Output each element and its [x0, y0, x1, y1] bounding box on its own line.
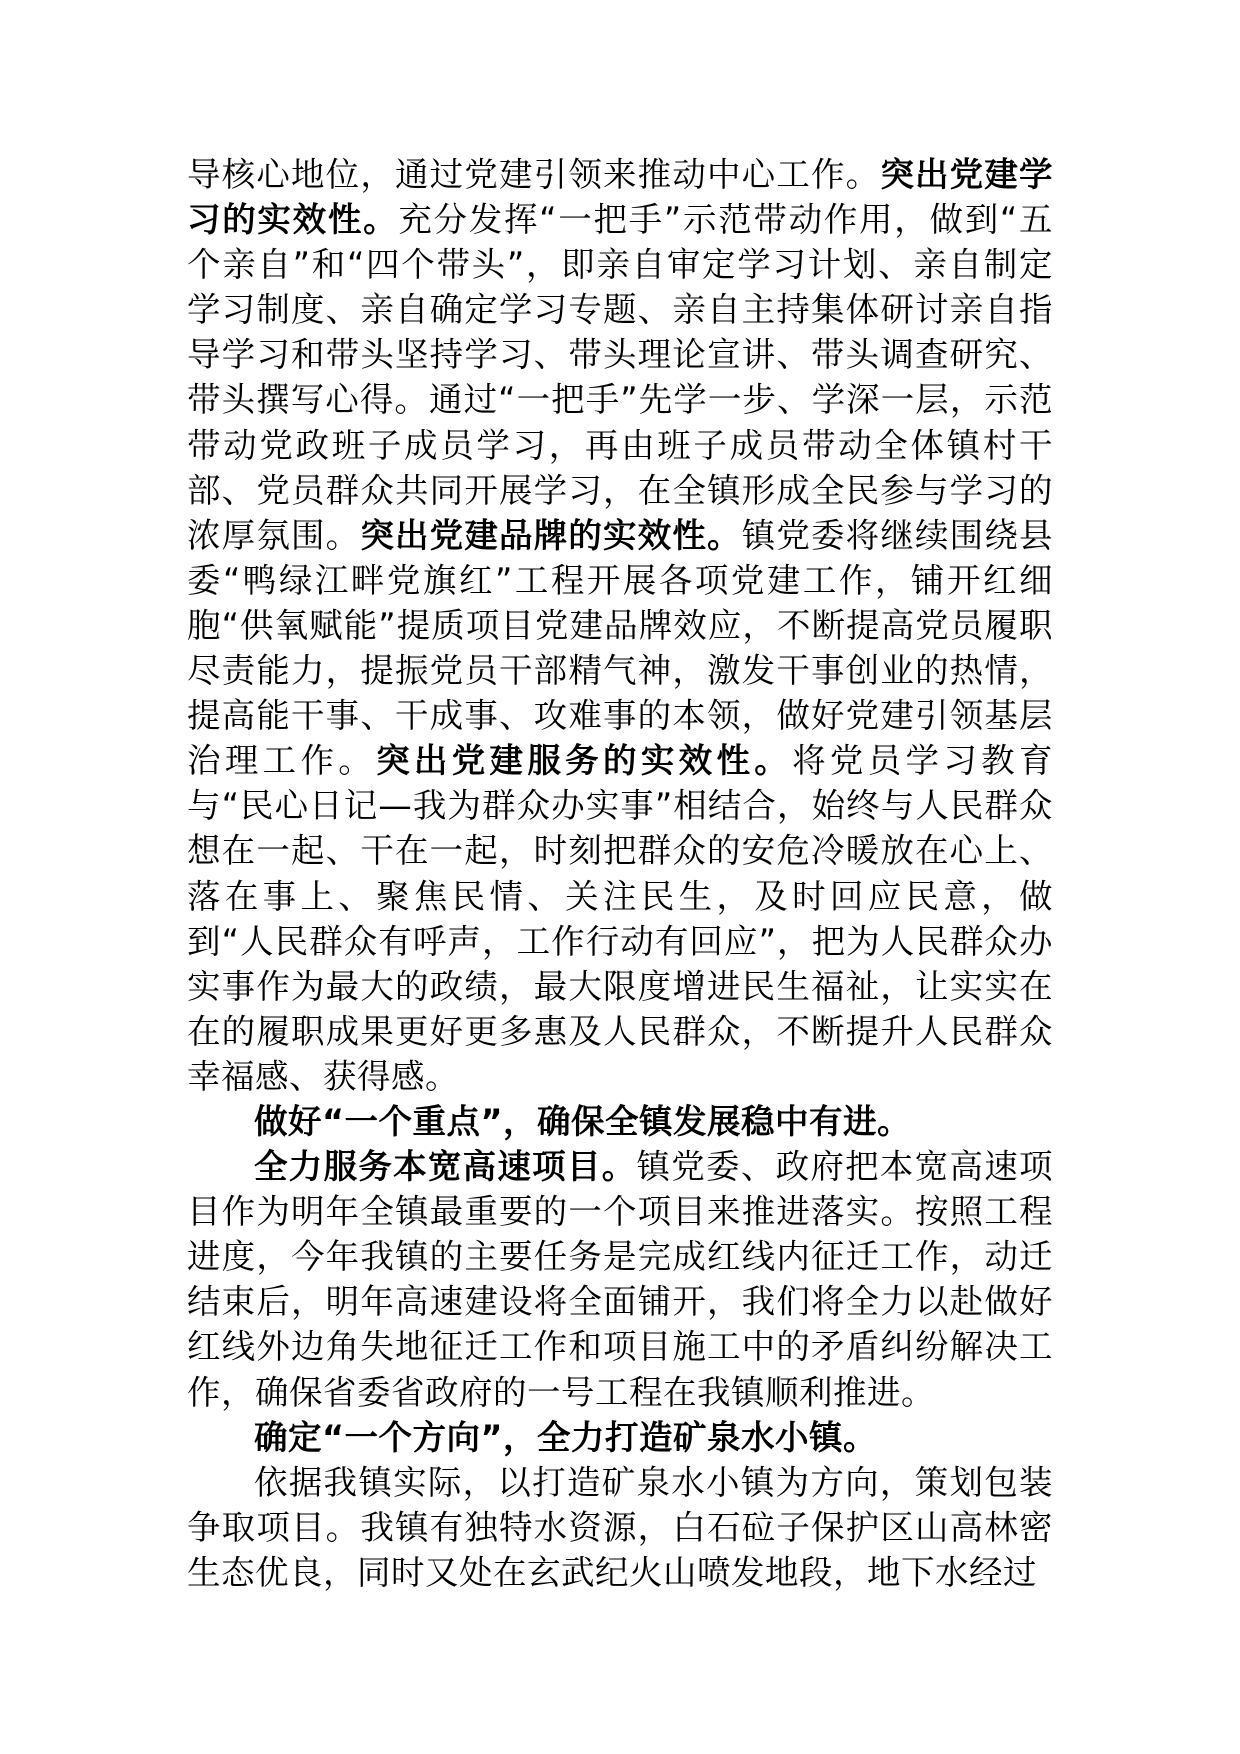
document-page [187, 152, 1053, 1595]
heading-run-highway-project: 全力服务本宽高速项目。 [254, 1147, 637, 1187]
paragraph-highway-project [187, 1144, 1053, 1415]
heading-run-brand-effectiveness: 突出党建品牌的实效性。 [360, 515, 742, 555]
section-heading-one-direction [187, 1415, 1053, 1460]
paragraph-mineral-water-town [187, 1460, 1053, 1595]
section-heading-one-focus [187, 1099, 1053, 1144]
text-run: 镇党委、政府把本宽高速项目作为明年全镇最重要的一个项目来推进落实。按照工程进度，今年我镇的主要任务是完成红线内征迁工作，动迁结束后，明年高速建设将全面铺开，我们将全力以赴做好红线外边角失地征迁工作和项目施工中的矛盾纠纷解决工作，确保省委省政府的一号工程在我镇顺利推进。 [187, 1147, 1053, 1412]
heading-run: 做好“一个重点”，确保全镇发展稳中有进。 [254, 1101, 912, 1141]
text-run: 依据我镇实际，以打造矿泉水小镇为方向，策划包装争取项目。我镇有独特水资源，白石砬子保护区山高林密生态优良，同时又处在玄武纪火山喷发地段，地下水经过 [187, 1462, 1053, 1592]
heading-run-service-effectiveness: 突出党建服务的实效性。 [376, 741, 793, 781]
text-run: 镇党委将继续围绕县委“鸭绿江畔党旗红”工程开展各项党建工作，铺开红细胞“供氧赋能”提质项目党建品牌效应，不断提高党员履职尽责能力，提振党员干部精气神，激发干事创业的热情，提高能干事、干成事、攻难事的本领，做好党建引领基层治理工作。 [187, 515, 1054, 781]
text-run: 导核心地位，通过党建引领来推动中心工作。 [187, 155, 881, 194]
heading-run-study-effectiveness: 突出党建学习的实效性。 [187, 155, 1054, 240]
paragraph-party-building-effectiveness [187, 152, 1053, 1099]
text-run: 将党员学习教育与“民心日记—我为群众办实事”相结合，始终与人民群众想在一起、干在一起，时刻把群众的安危冷暖放在心上、落在事上、聚焦民情、关注民生，及时回应民意，做到“人民群众有呼声，工作行动有回应”，把为人民群众办实事作为最大的政绩，最大限度增进民生福祉，让实实在在的履职成果更好更多惠及人民群众，不断提升人民群众幸福感、获得感。 [187, 741, 1054, 1096]
heading-run: 确定“一个方向”，全力打造矿泉水小镇。 [254, 1417, 878, 1457]
text-run: 充分发挥“一把手”示范带动作用，做到“五个亲自”和“四个带头”，即亲自审定学习计划、亲自制定学习制度、亲自确定学习专题、亲自主持集体研讨亲自指导学习和带头坚持学习、带头理论宣讲、带头调查研究、带头撰写心得。通过“一把手”先学一步、学深一层，示范带动党政班子成员学习，再由班子成员带动全体镇村干部、党员群众共同开展学习，在全镇形成全民参与学习的浓厚氛围。 [187, 200, 1053, 555]
